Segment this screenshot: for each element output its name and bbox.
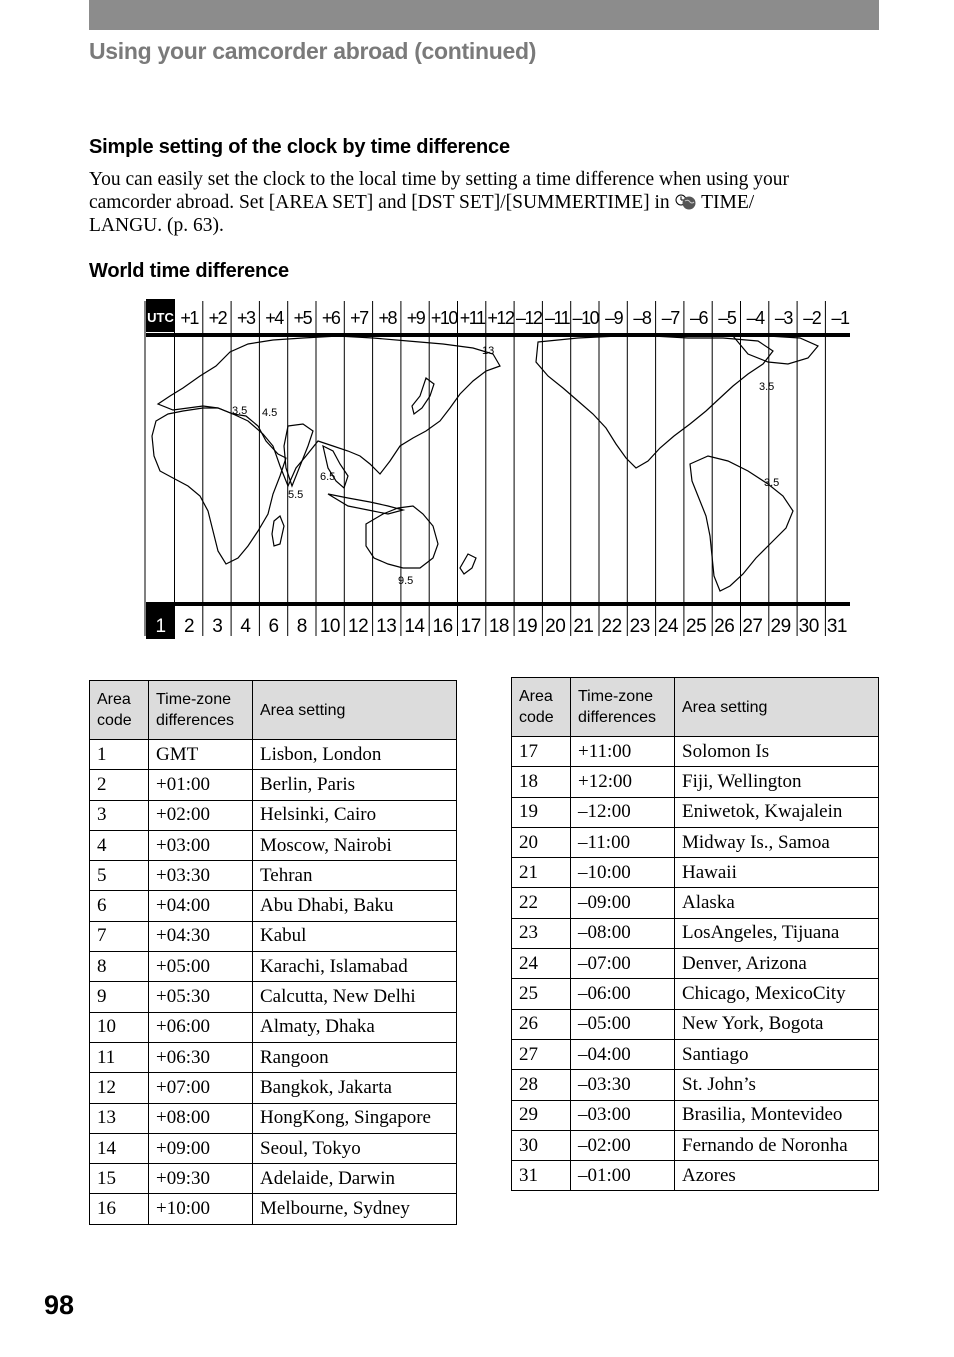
map-notes [232,345,779,587]
india-shape [284,424,313,486]
cell-time-zone: GMT [149,740,253,770]
cell-time-zone: +07:00 [149,1073,253,1103]
cell-area-code: 15 [90,1164,149,1194]
table-header-row [512,678,879,737]
cell-time-zone: –10:00 [571,858,675,888]
cell-area-code: 13 [90,1103,149,1133]
cell-time-zone: +02:00 [149,800,253,830]
world-section-heading: World time difference [89,260,289,282]
zone-label: –8 [633,308,651,328]
area-code-label: 17 [460,616,481,637]
half-zone-note: 3.5 [759,381,775,393]
cell-time-zone: +01:00 [149,770,253,800]
header-area-code: Area code [512,678,571,737]
cell-area-code: 9 [90,982,149,1012]
zone-label: +11 [459,308,485,328]
cell-area-setting: Rangoon [253,1042,457,1072]
cell-area-setting: Alaska [675,888,879,918]
zone-lines [145,301,853,636]
area-code-label: 2 [184,616,195,637]
table-row [90,1194,457,1224]
area-code-label: 19 [517,616,538,637]
cell-time-zone: +06:30 [149,1042,253,1072]
area-code-label: 25 [686,616,707,637]
cell-area-code: 20 [512,827,571,857]
table-row [90,1073,457,1103]
table-row [512,1100,879,1130]
utc-label: UTC [147,310,174,325]
cell-time-zone: –04:00 [571,1039,675,1069]
cell-area-setting: Karachi, Islamabad [253,952,457,982]
cell-area-setting: Fernando de Noronha [675,1130,879,1160]
cell-area-setting: Chicago, MexicoCity [675,979,879,1009]
half-zone-note: 3.5 [764,477,780,489]
table-row [90,982,457,1012]
cell-time-zone: –05:00 [571,1009,675,1039]
half-zone-note: 5.5 [288,489,304,501]
header-area-setting: Area setting [253,681,457,740]
zone-label: +8 [378,308,397,328]
cell-area-code: 8 [90,952,149,982]
half-zone-note: 4.5 [262,407,278,419]
cell-time-zone: +05:30 [149,982,253,1012]
cell-area-setting: Adelaide, Darwin [253,1164,457,1194]
new-zealand-shape [460,554,476,574]
cell-area-setting: Denver, Arizona [675,949,879,979]
cell-area-setting: Almaty, Dhaka [253,1012,457,1042]
cell-time-zone: –02:00 [571,1130,675,1160]
cell-area-code: 10 [90,1012,149,1042]
cell-area-setting: Moscow, Nairobi [253,830,457,860]
area-code-label: 30 [798,616,819,637]
page-title: Using your camcorder abroad (continued) [89,38,537,64]
table-row [90,800,457,830]
area-code-label: 29 [770,616,791,637]
table-row [512,1039,879,1069]
europe-asia-shape [158,336,500,486]
header-bar [89,0,879,30]
zone-label: +1 [180,308,198,328]
area-code-label: 14 [404,616,425,637]
zone-label: –10 [572,308,599,328]
area-code-label: 27 [742,616,763,637]
area-code-label: 1 [155,616,166,637]
cell-time-zone: +09:30 [149,1164,253,1194]
cell-area-setting: Helsinki, Cairo [253,800,457,830]
cell-area-setting: HongKong, Singapore [253,1103,457,1133]
cell-area-code: 4 [90,830,149,860]
cell-time-zone: –01:00 [571,1161,675,1191]
madagascar-shape [272,516,284,546]
cell-time-zone: +11:00 [571,737,675,767]
header-area-setting: Area setting [675,678,879,737]
area-code-label: 24 [657,616,678,637]
cell-area-setting: Fiji, Wellington [675,767,879,797]
table-row [512,918,879,948]
cell-area-code: 19 [512,797,571,827]
table-row [512,1130,879,1160]
page-number: 98 [44,1290,75,1320]
area-code-label: 21 [573,616,594,637]
cell-time-zone: +05:00 [149,952,253,982]
clock-section-text [89,168,879,237]
cell-time-zone: +10:00 [149,1194,253,1224]
clock-globe-icon [675,194,697,210]
half-zone-note: 9.5 [398,575,414,587]
intro-line-2: camcorder abroad. Set [AREA SET] and [DST SET]/[SUMMERTIME] in [89,192,670,213]
cell-area-code: 22 [512,888,571,918]
area-code-label: 8 [296,616,307,637]
area-code-label: 20 [545,616,566,637]
table-row [90,770,457,800]
cell-area-code: 25 [512,979,571,1009]
cell-area-code: 1 [90,740,149,770]
continents [152,336,818,591]
clock-section-heading: Simple setting of the clock by time difference [89,136,510,158]
cell-area-setting: LosAngeles, Tijuana [675,918,879,948]
cell-time-zone: +09:00 [149,1133,253,1163]
area-code-label: 3 [212,616,223,637]
cell-area-code: 26 [512,1009,571,1039]
zone-label: +5 [293,308,312,328]
cell-area-setting: Lisbon, London [253,740,457,770]
cell-area-code: 27 [512,1039,571,1069]
table-row [90,952,457,982]
intro-line-3: LANGU. (p. 63). [89,215,224,236]
header-time-zone: Time-zone differences [571,678,675,737]
zone-label: +3 [236,308,255,328]
cell-area-code: 31 [512,1161,571,1191]
cell-area-code: 14 [90,1133,149,1163]
area-code-label: 6 [268,616,279,637]
zone-label: –11 [544,308,570,328]
australia-shape [366,506,438,568]
cell-area-setting: Midway Is., Samoa [675,827,879,857]
cell-time-zone: –12:00 [571,797,675,827]
cell-time-zone: +04:30 [149,921,253,951]
japan-shape [412,378,434,414]
table-row [90,1012,457,1042]
zone-label: –4 [746,308,764,328]
cell-area-code: 29 [512,1100,571,1130]
area-code-label: 23 [629,616,650,637]
zone-label: –6 [690,308,708,328]
table-row [90,740,457,770]
cell-time-zone: +12:00 [571,767,675,797]
table-row [512,1161,879,1191]
table-row [512,979,879,1009]
zone-label: –7 [661,308,679,328]
cell-time-zone: –11:00 [571,827,675,857]
cell-area-code: 6 [90,891,149,921]
table-row [90,861,457,891]
table-row [512,888,879,918]
cell-area-setting: Calcutta, New Delhi [253,982,457,1012]
cell-area-setting: Abu Dhabi, Baku [253,891,457,921]
cell-area-code: 24 [512,949,571,979]
cell-time-zone: –08:00 [571,918,675,948]
cell-area-code: 11 [90,1042,149,1072]
zone-label: +7 [350,308,368,328]
table-row [90,1133,457,1163]
zone-label: +12 [487,308,514,328]
table-row [90,921,457,951]
cell-time-zone: +08:00 [149,1103,253,1133]
cell-area-code: 30 [512,1130,571,1160]
area-table-right [511,677,879,1191]
cell-area-setting: Eniwetok, Kwajalein [675,797,879,827]
table-row [512,1070,879,1100]
cell-time-zone: +03:30 [149,861,253,891]
cell-time-zone: +06:00 [149,1012,253,1042]
cell-area-code: 28 [512,1070,571,1100]
table-row [512,949,879,979]
table-row [512,858,879,888]
table-row [90,1042,457,1072]
area-code-label: 13 [376,616,397,637]
zone-label: +9 [406,308,425,328]
africa-shape [152,408,286,564]
area-code-label: 31 [826,616,847,637]
cell-area-setting: Brasilia, Montevideo [675,1100,879,1130]
zone-label: –9 [605,308,623,328]
cell-area-code: 16 [90,1194,149,1224]
header-area-code: Area code [90,681,149,740]
cell-area-code: 21 [512,858,571,888]
table-row [512,737,879,767]
intro-line-1: You can easily set the clock to the local time by setting a time difference when using your [89,169,790,190]
half-zone-note: 6.5 [320,471,336,483]
cell-area-setting: St. John’s [675,1070,879,1100]
cell-area-setting: Berlin, Paris [253,770,457,800]
cell-area-code: 18 [512,767,571,797]
cell-area-code: 7 [90,921,149,951]
world-time-map [108,296,853,641]
cell-time-zone: –03:00 [571,1100,675,1130]
area-code-label: 4 [240,616,251,637]
area-code-label: 26 [714,616,735,637]
area-code-label: 22 [601,616,622,637]
cell-area-setting: Santiago [675,1039,879,1069]
intro-line-2-suffix: TIME/ [701,192,755,213]
zone-label: –1 [831,308,849,328]
cell-time-zone: –03:30 [571,1070,675,1100]
zone-label: –5 [718,308,736,328]
half-zone-note: 13 [482,345,495,357]
cell-area-setting: Hawaii [675,858,879,888]
table-row [512,827,879,857]
cell-time-zone: –09:00 [571,888,675,918]
area-code-label: 16 [432,616,453,637]
cell-area-code: 12 [90,1073,149,1103]
cell-time-zone: –07:00 [571,949,675,979]
cell-area-setting: Tehran [253,861,457,891]
zone-label: +6 [321,308,340,328]
table-row [90,1164,457,1194]
cell-area-code: 5 [90,861,149,891]
cell-time-zone: +03:00 [149,830,253,860]
cell-area-code: 3 [90,800,149,830]
cell-area-setting: Kabul [253,921,457,951]
cell-area-code: 2 [90,770,149,800]
half-zone-note: 3.5 [232,405,248,417]
cell-area-setting: Solomon Is [675,737,879,767]
header-time-zone: Time-zone differences [149,681,253,740]
table-header-row [90,681,457,740]
cell-time-zone: +04:00 [149,891,253,921]
cell-area-setting: Melbourne, Sydney [253,1194,457,1224]
area-table-left [89,680,457,1225]
zone-label: +2 [208,308,227,328]
cell-area-setting: Bangkok, Jakarta [253,1073,457,1103]
area-code-label: 18 [488,616,509,637]
table-row [90,891,457,921]
table-row [90,830,457,860]
zone-label: –12 [515,308,542,328]
table-row [512,767,879,797]
table-row [90,1103,457,1133]
cell-area-setting: Seoul, Tokyo [253,1133,457,1163]
zone-label: +4 [265,308,283,328]
zone-label: –3 [774,308,792,328]
area-code-label: 10 [319,616,340,637]
cell-area-setting: New York, Bogota [675,1009,879,1039]
area-code-label: 12 [348,616,369,637]
zone-labels [180,308,850,328]
table-row [512,797,879,827]
north-america-shape [536,336,773,468]
cell-area-code: 23 [512,918,571,948]
table-row [512,1009,879,1039]
zone-label: +10 [430,308,457,328]
cell-area-code: 17 [512,737,571,767]
cell-time-zone: –06:00 [571,979,675,1009]
cell-area-setting: Azores [675,1161,879,1191]
zone-label: –2 [803,308,821,328]
